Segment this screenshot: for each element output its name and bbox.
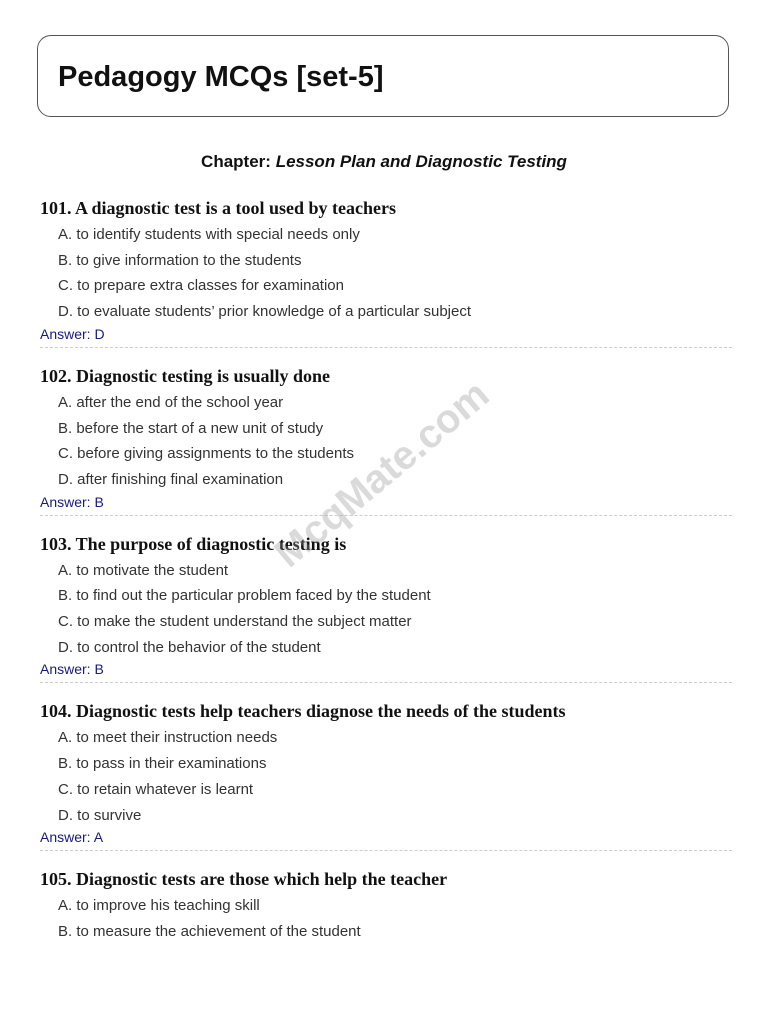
answer-text: Answer: B xyxy=(40,661,104,678)
page-title: Pedagogy MCQs [set-5] xyxy=(58,61,384,93)
option-a: A. after the end of the school year xyxy=(58,393,284,411)
question-text: 104. Diagnostic tests help teachers diagnose the needs of the students xyxy=(40,701,566,722)
option-b: B. before the start of a new unit of study xyxy=(58,419,324,437)
option-a: A. to identify students with special needs only xyxy=(58,226,360,243)
option-a: A. to meet their instruction needs xyxy=(58,729,278,747)
option-c: C. to make the student understand the subject matter xyxy=(58,613,412,631)
answer-text: Answer: A xyxy=(40,829,104,846)
chapter-heading xyxy=(0,151,768,173)
question-item xyxy=(40,364,732,516)
question-text: 102. Diagnostic testing is usually done xyxy=(40,365,331,386)
option-d: D. to evaluate students’ prior knowledge of a particular subject xyxy=(58,303,472,321)
option-b: B. to pass in their examinations xyxy=(58,755,267,773)
answer-text: Answer: D xyxy=(40,325,105,342)
option-d: D. after finishing final examination xyxy=(58,470,284,488)
question-item xyxy=(40,196,732,348)
option-b: B. to find out the particular problem faced by the student xyxy=(58,587,431,605)
option-d: D. to survive xyxy=(58,806,142,824)
title-box xyxy=(37,35,729,117)
option-b: B. to give information to the students xyxy=(58,251,302,269)
option-c: C. to prepare extra classes for examination xyxy=(58,277,344,295)
chapter-label: Chapter: xyxy=(201,152,271,171)
question-list xyxy=(40,196,732,965)
option-a: A. to improve his teaching skill xyxy=(58,897,260,915)
option-b: B. to measure the achievement of the student xyxy=(58,922,361,940)
question-text: 101. A diagnostic test is a tool used by teachers xyxy=(40,198,397,218)
question-item xyxy=(40,699,732,851)
question-item xyxy=(40,867,732,948)
question-text: 105. Diagnostic tests are those which help the teacher xyxy=(40,869,448,890)
option-c: C. before giving assignments to the students xyxy=(58,445,355,463)
answer-text: Answer: B xyxy=(40,493,104,510)
option-d: D. to control the behavior of the student xyxy=(58,638,321,656)
watermark: McqMate.com xyxy=(266,372,498,576)
option-a: A. to motivate the student xyxy=(58,561,229,579)
question-text: 103. The purpose of diagnostic testing is xyxy=(40,533,347,554)
option-c: C. to retain whatever is learnt xyxy=(58,780,254,798)
question-item xyxy=(40,532,732,684)
chapter-name: Lesson Plan and Diagnostic Testing xyxy=(275,152,567,171)
